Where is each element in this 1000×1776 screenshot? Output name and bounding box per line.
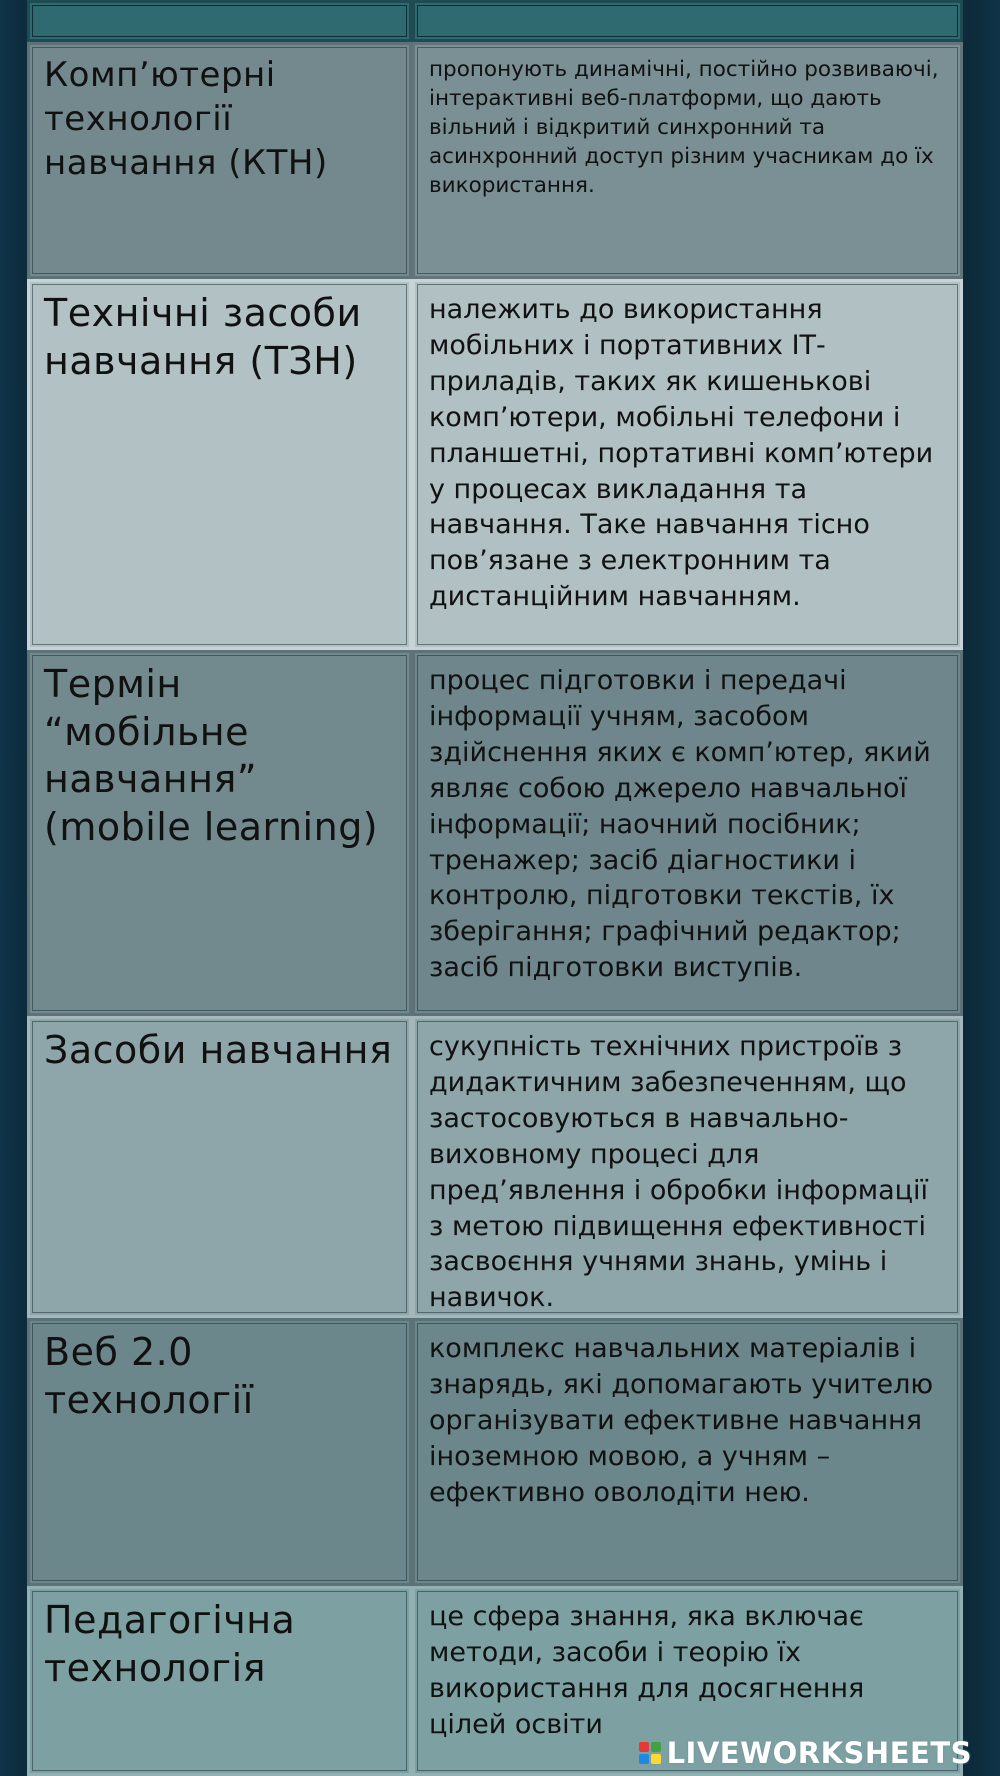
table-row [27,279,963,650]
definition-cell[interactable] [412,42,963,279]
term-text: Веб 2.0 технології [44,1330,254,1422]
watermark-text: LIVEWORKSHEETS [666,1736,972,1770]
table-header-row [27,0,963,42]
term-text: Технічні засоби навчання (ТЗН) [44,291,362,383]
terms-table [27,0,963,1776]
definition-cell[interactable] [412,1318,963,1586]
term-cell[interactable] [27,42,412,279]
table-row [27,1318,963,1586]
definition-cell[interactable] [412,650,963,1016]
header-cell-term [27,0,412,42]
definition-text: це сфера знання, яка включає методи, засоби і теорію їх використання для досягнення цілей освіти [429,1601,865,1740]
definition-text: сукупність технічних пристроїв з дидактичним забезпеченням, що застосовуються в навчально-виховному процесі для пред’явлення і обробки інформації з метою підвищення ефективності засвоєння учнями знань, умінь і навичок. [429,1031,928,1314]
table-row [27,1016,963,1318]
term-cell[interactable] [27,1586,412,1776]
definition-cell[interactable] [412,279,963,650]
term-cell[interactable] [27,279,412,650]
liveworksheets-watermark[interactable] [639,1736,972,1770]
term-text: Термін “мобільне навчання” (mobile learning) [44,662,379,849]
term-cell[interactable] [27,1016,412,1318]
term-text: Комп’ютерні технології навчання (КТН) [44,55,328,184]
term-cell[interactable] [27,650,412,1016]
header-cell-definition [412,0,963,42]
term-cell[interactable] [27,1318,412,1586]
liveworksheets-logo-icon [639,1742,661,1764]
table-row [27,650,963,1016]
table-row [27,42,963,279]
definition-text: процес підготовки і передачі інформації учням, засобом здійснення яких є комп’ютер, який являє собою джерело навчальної інформації; наочний посібник; тренажер; засіб діагностики і контролю, підготовки текстів, їх зберігання; графічний редактор; засіб підготовки виступів. [429,665,931,984]
definition-text: належить до використання мобільних і портативних ІТ-приладів, таких як кишенькові комп’ютери, мобільні телефони і планшетні, портативні комп’ютери у процесах викладання та навчання. Таке навчання тісно пов’язане з електронним та дистанційним навчанням. [429,294,934,613]
definition-cell[interactable] [412,1016,963,1318]
term-text: Педагогічна технологія [44,1598,296,1690]
definition-text: пропонують динамічні, постійно розвиваючі, інтерактивні веб-платформи, що дають вільний і відкритий синхронний та асинхронний доступ різним учасникам до їх використання. [429,57,939,199]
term-text: Засоби навчання [44,1028,393,1072]
definition-text: комплекс навчальних матеріалів і знарядь, які допомагають учителю організувати ефективне навчання іноземною мовою, а учням – ефективно оволодіти нею. [429,1333,934,1508]
